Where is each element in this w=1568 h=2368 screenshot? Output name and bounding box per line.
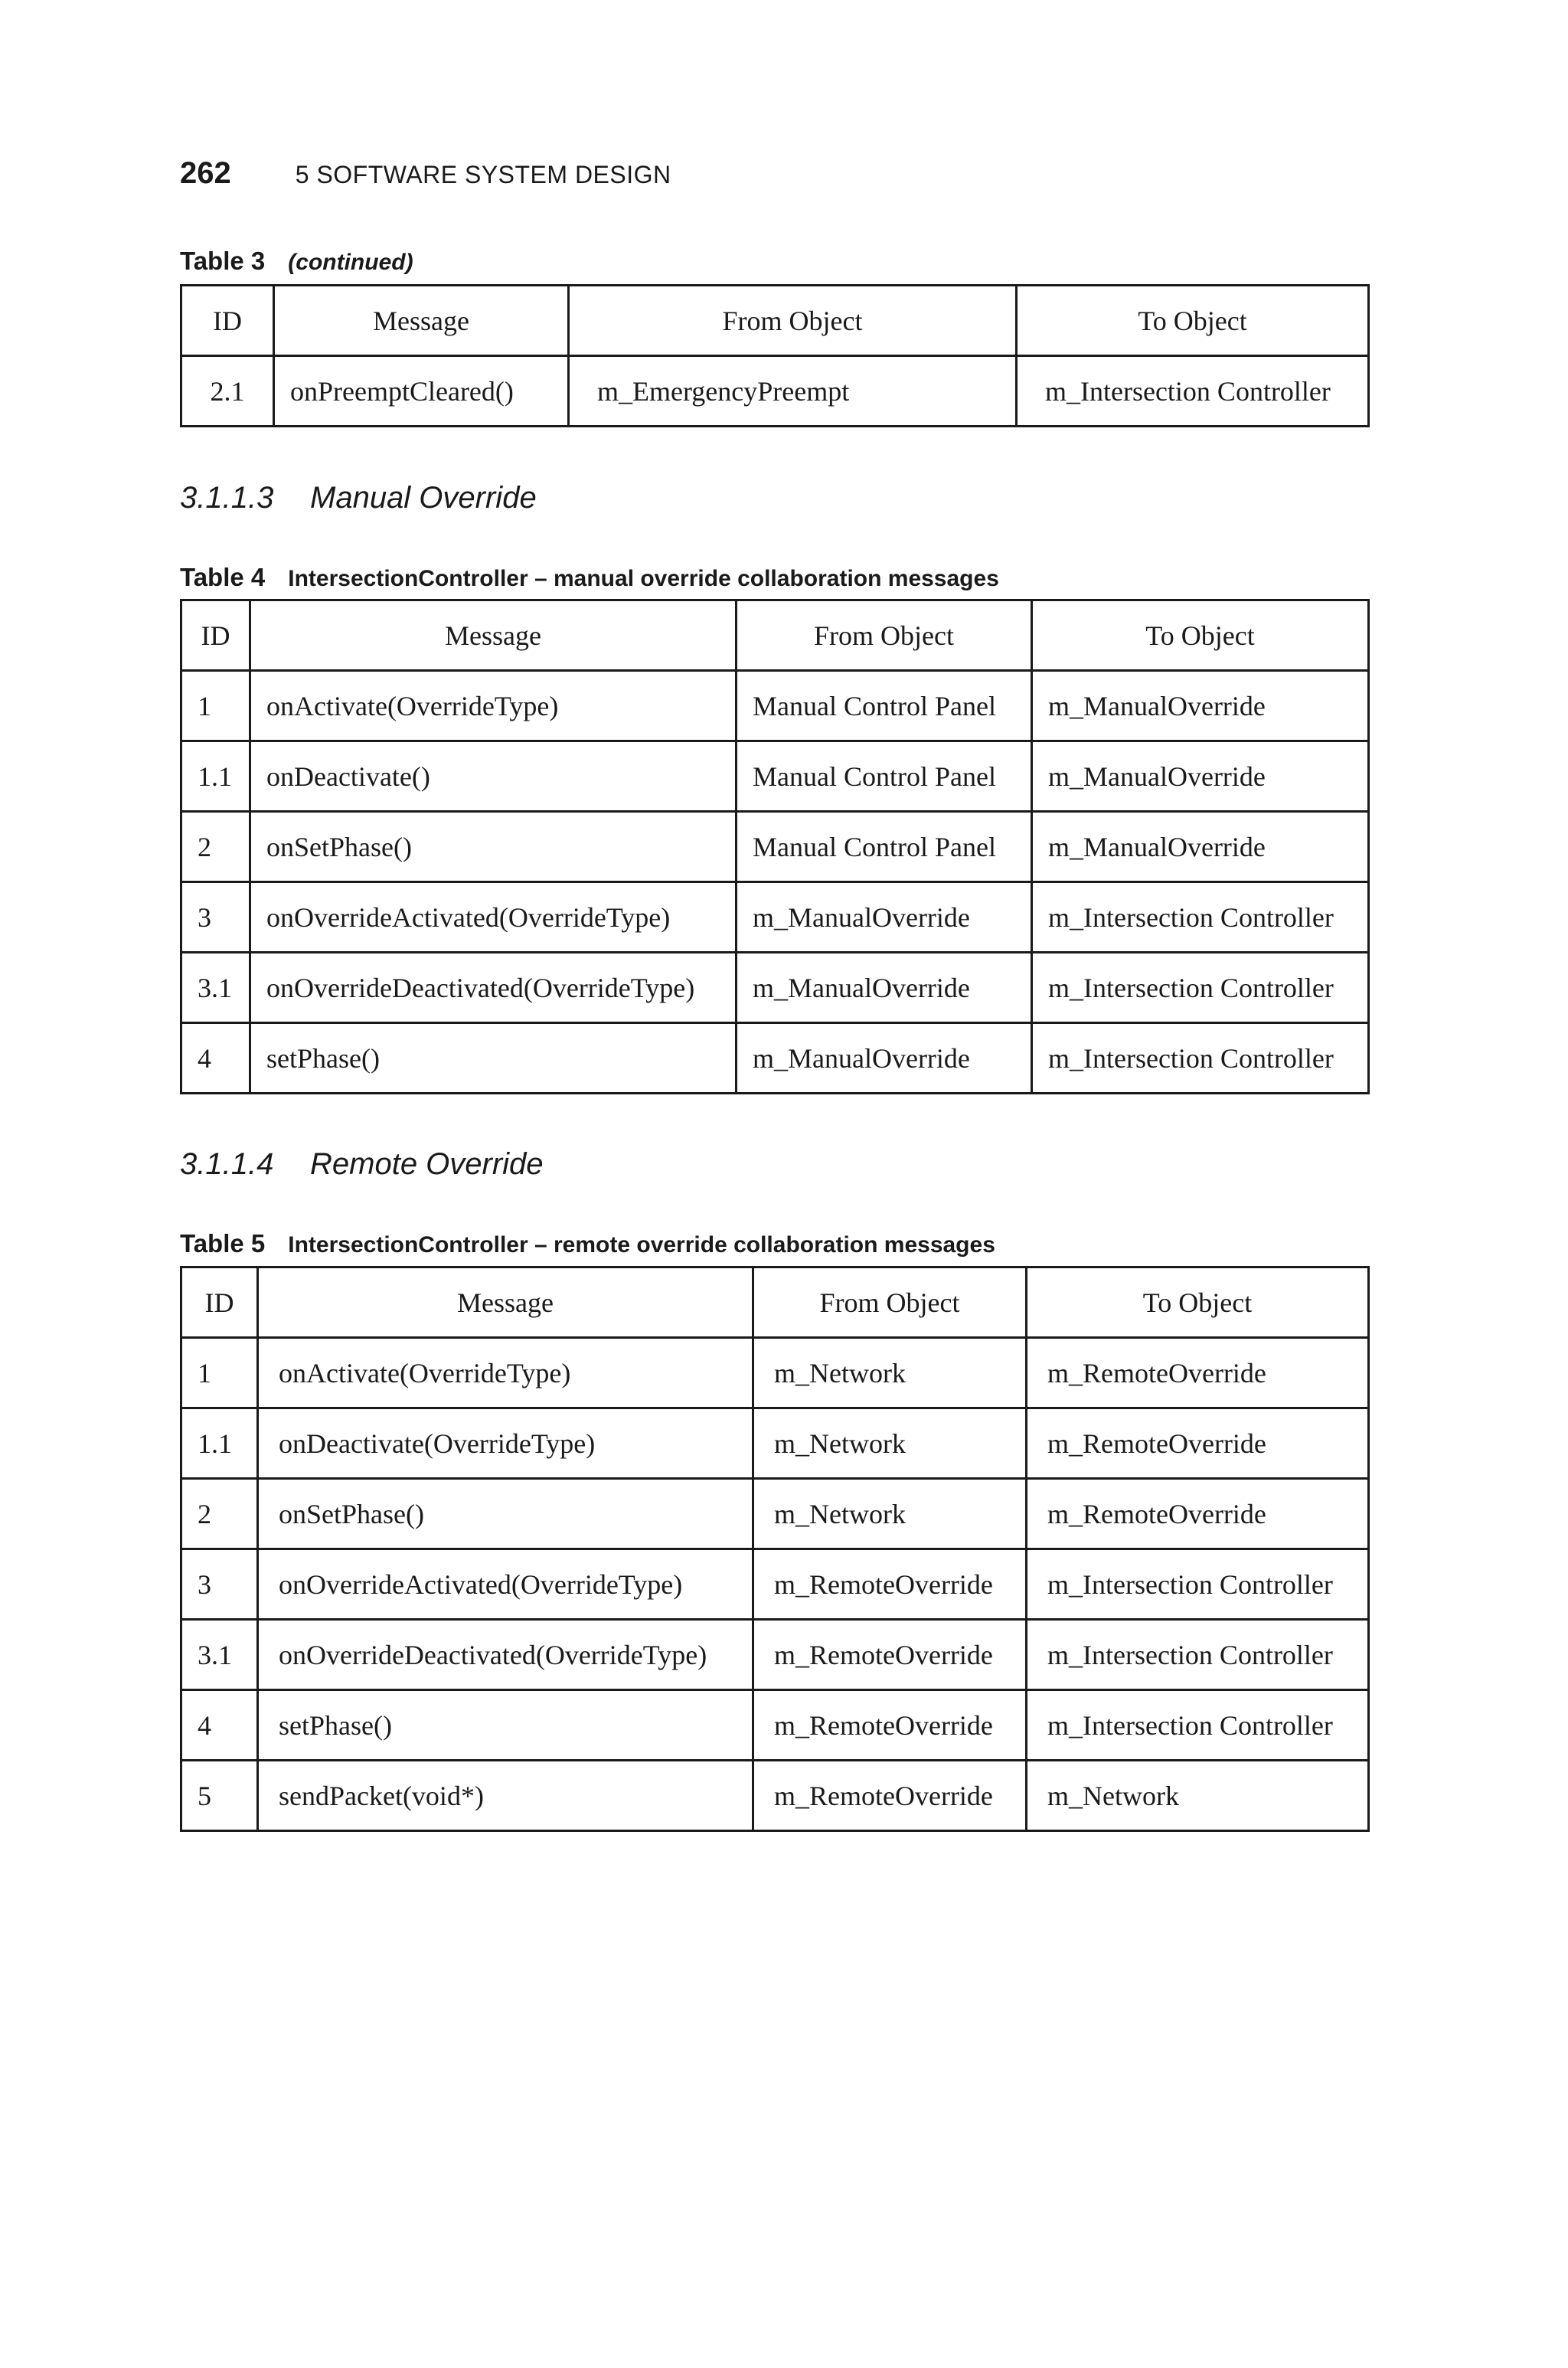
table3-label: Table 3 xyxy=(180,247,266,275)
cell-id: 3.1 xyxy=(181,1620,258,1690)
table-row xyxy=(181,671,1369,741)
cell-id: 3 xyxy=(181,882,250,953)
column-header-id: ID xyxy=(181,1267,258,1338)
running-head xyxy=(180,156,671,202)
cell-to-object: m_Network xyxy=(1027,1761,1369,1831)
column-header-message: Message xyxy=(274,286,569,356)
column-header-to-object: To Object xyxy=(1032,600,1369,671)
table3-title: (continued) xyxy=(288,250,413,275)
cell-message: onOverrideActivated(OverrideType) xyxy=(258,1549,753,1620)
cell-to-object: m_Intersection Controller xyxy=(1027,1620,1369,1690)
table4-caption xyxy=(180,563,999,592)
table-row xyxy=(181,882,1369,953)
table3-header-row xyxy=(181,286,1369,356)
cell-message: sendPacket(void*) xyxy=(258,1761,753,1831)
cell-id: 2.1 xyxy=(181,356,274,427)
table-row xyxy=(181,356,1369,427)
cell-to-object: m_RemoteOverride xyxy=(1027,1408,1369,1479)
cell-id: 1.1 xyxy=(181,1408,258,1479)
section-heading-remote-override xyxy=(180,1147,544,1182)
cell-id: 1 xyxy=(181,1338,258,1408)
section-number: 3.1.1.4 xyxy=(180,1147,274,1181)
cell-message: onDeactivate(OverrideType) xyxy=(258,1408,753,1479)
cell-from-object: m_EmergencyPreempt xyxy=(569,356,1017,427)
cell-message: onDeactivate() xyxy=(250,741,737,812)
cell-to-object: m_RemoteOverride xyxy=(1027,1479,1369,1549)
cell-message: onSetPhase() xyxy=(258,1479,753,1549)
table-row xyxy=(181,741,1369,812)
cell-message: onSetPhase() xyxy=(250,812,737,882)
table-row xyxy=(181,1549,1369,1620)
cell-id: 3.1 xyxy=(181,953,250,1023)
cell-to-object: m_Intersection Controller xyxy=(1032,882,1369,953)
table-row xyxy=(181,1023,1369,1094)
running-title: 5 SOFTWARE SYSTEM DESIGN xyxy=(295,161,671,188)
cell-id: 2 xyxy=(181,812,250,882)
table4 xyxy=(180,599,1370,1094)
table5-label: Table 5 xyxy=(180,1229,266,1258)
cell-from-object: m_ManualOverride xyxy=(737,1023,1032,1094)
table-row xyxy=(181,1761,1369,1831)
cell-to-object: m_Intersection Controller xyxy=(1027,1549,1369,1620)
cell-message: onOverrideActivated(OverrideType) xyxy=(250,882,737,953)
table4-header-row xyxy=(181,600,1369,671)
cell-to-object: m_Intersection Controller xyxy=(1017,356,1369,427)
section-title: Remote Override xyxy=(310,1147,544,1181)
section-title: Manual Override xyxy=(310,481,537,515)
table4-title: IntersectionController – manual override collaboration messages xyxy=(288,566,999,591)
table5-caption xyxy=(180,1229,995,1258)
table3-caption xyxy=(180,247,413,276)
cell-id: 1 xyxy=(181,671,250,741)
table-row xyxy=(181,812,1369,882)
cell-message: onActivate(OverrideType) xyxy=(258,1338,753,1408)
cell-to-object: m_ManualOverride xyxy=(1032,741,1369,812)
section-number: 3.1.1.3 xyxy=(180,481,274,515)
cell-from-object: Manual Control Panel xyxy=(737,741,1032,812)
table5-title: IntersectionController – remote override collaboration messages xyxy=(288,1232,995,1258)
cell-to-object: m_ManualOverride xyxy=(1032,812,1369,882)
cell-id: 4 xyxy=(181,1023,250,1094)
cell-from-object: m_ManualOverride xyxy=(737,882,1032,953)
cell-message: onPreemptCleared() xyxy=(274,356,569,427)
section-heading-manual-override xyxy=(180,481,537,515)
cell-from-object: m_RemoteOverride xyxy=(753,1549,1027,1620)
column-header-from-object: From Object xyxy=(569,286,1017,356)
table-row xyxy=(181,1408,1369,1479)
cell-to-object: m_ManualOverride xyxy=(1032,671,1369,741)
column-header-id: ID xyxy=(181,286,274,356)
cell-message: onActivate(OverrideType) xyxy=(250,671,737,741)
cell-from-object: m_Network xyxy=(753,1338,1027,1408)
column-header-to-object: To Object xyxy=(1027,1267,1369,1338)
column-header-from-object: From Object xyxy=(737,600,1032,671)
table-row xyxy=(181,953,1369,1023)
cell-to-object: m_Intersection Controller xyxy=(1032,953,1369,1023)
cell-id: 5 xyxy=(181,1761,258,1831)
table-row xyxy=(181,1690,1369,1761)
cell-from-object: m_RemoteOverride xyxy=(753,1620,1027,1690)
cell-to-object: m_Intersection Controller xyxy=(1032,1023,1369,1094)
cell-id: 3 xyxy=(181,1549,258,1620)
cell-message: setPhase() xyxy=(250,1023,737,1094)
column-header-message: Message xyxy=(258,1267,753,1338)
column-header-from-object: From Object xyxy=(753,1267,1027,1338)
cell-from-object: Manual Control Panel xyxy=(737,671,1032,741)
column-header-message: Message xyxy=(250,600,737,671)
cell-id: 2 xyxy=(181,1479,258,1549)
table-row xyxy=(181,1338,1369,1408)
cell-message: onOverrideDeactivated(OverrideType) xyxy=(258,1620,753,1690)
cell-from-object: m_Network xyxy=(753,1479,1027,1549)
cell-from-object: m_RemoteOverride xyxy=(753,1690,1027,1761)
cell-message: onOverrideDeactivated(OverrideType) xyxy=(250,953,737,1023)
cell-from-object: m_ManualOverride xyxy=(737,953,1032,1023)
table-row xyxy=(181,1620,1369,1690)
table5 xyxy=(180,1266,1370,1832)
column-header-to-object: To Object xyxy=(1017,286,1369,356)
table-row xyxy=(181,1479,1369,1549)
cell-to-object: m_RemoteOverride xyxy=(1027,1338,1369,1408)
column-header-id: ID xyxy=(181,600,250,671)
cell-id: 4 xyxy=(181,1690,258,1761)
cell-from-object: Manual Control Panel xyxy=(737,812,1032,882)
table4-label: Table 4 xyxy=(180,563,266,591)
cell-message: setPhase() xyxy=(258,1690,753,1761)
cell-id: 1.1 xyxy=(181,741,250,812)
table5-header-row xyxy=(181,1267,1369,1338)
cell-from-object: m_RemoteOverride xyxy=(753,1761,1027,1831)
cell-to-object: m_Intersection Controller xyxy=(1027,1690,1369,1761)
cell-from-object: m_Network xyxy=(753,1408,1027,1479)
page-number: 262 xyxy=(180,156,231,190)
table3 xyxy=(180,284,1370,427)
